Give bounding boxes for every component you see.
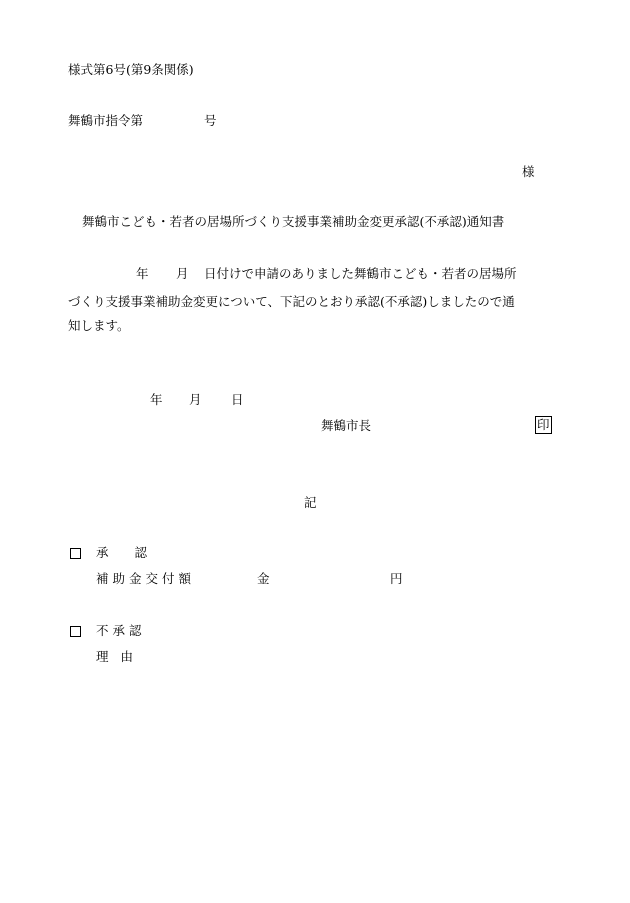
reason-char-1: 理 [96, 649, 109, 664]
seal-mark: 印 [537, 417, 550, 432]
issue-date-year: 年 [150, 392, 163, 407]
issue-date-month: 月 [189, 392, 202, 407]
body-month-label: 月 [176, 266, 189, 281]
recipient-honorific: 様 [522, 164, 535, 179]
directive-number-prefix: 舞鶴市指令第 [68, 113, 144, 128]
issue-date-day: 日 [231, 392, 244, 407]
approve-checkbox[interactable] [70, 548, 81, 559]
reason-label [96, 651, 133, 664]
body-line-1: 日付けで申請のありました舞鶴市こども・若者の居場所 [204, 266, 517, 281]
directive-number-suffix: 号 [204, 113, 217, 128]
approve-label [96, 547, 147, 560]
subsidy-amount-label: 補助金交付額 [96, 571, 196, 586]
issuer-title: 舞鶴市長 [321, 418, 372, 433]
body-line-3: 知します。 [68, 318, 130, 333]
reason-char-2: 由 [120, 649, 134, 664]
form-number-label: 様式第6号(第9条関係) [68, 62, 194, 77]
ki-heading: 記 [304, 495, 317, 510]
amount-yen-label: 円 [390, 571, 403, 586]
reject-label: 不承認 [96, 623, 146, 638]
approve-char-2: 認 [134, 545, 148, 560]
document-title: 舞鶴市こども・若者の居場所づくり支援事業補助金変更承認(不承認)通知書 [82, 214, 505, 229]
reject-checkbox[interactable] [70, 626, 81, 637]
amount-kin-label: 金 [257, 571, 270, 586]
body-year-label: 年 [136, 266, 149, 281]
body-line-2: づくり支援事業補助金変更について、下記のとおり承認(不承認)しましたので通 [68, 294, 515, 309]
approve-char-1: 承 [96, 545, 109, 560]
